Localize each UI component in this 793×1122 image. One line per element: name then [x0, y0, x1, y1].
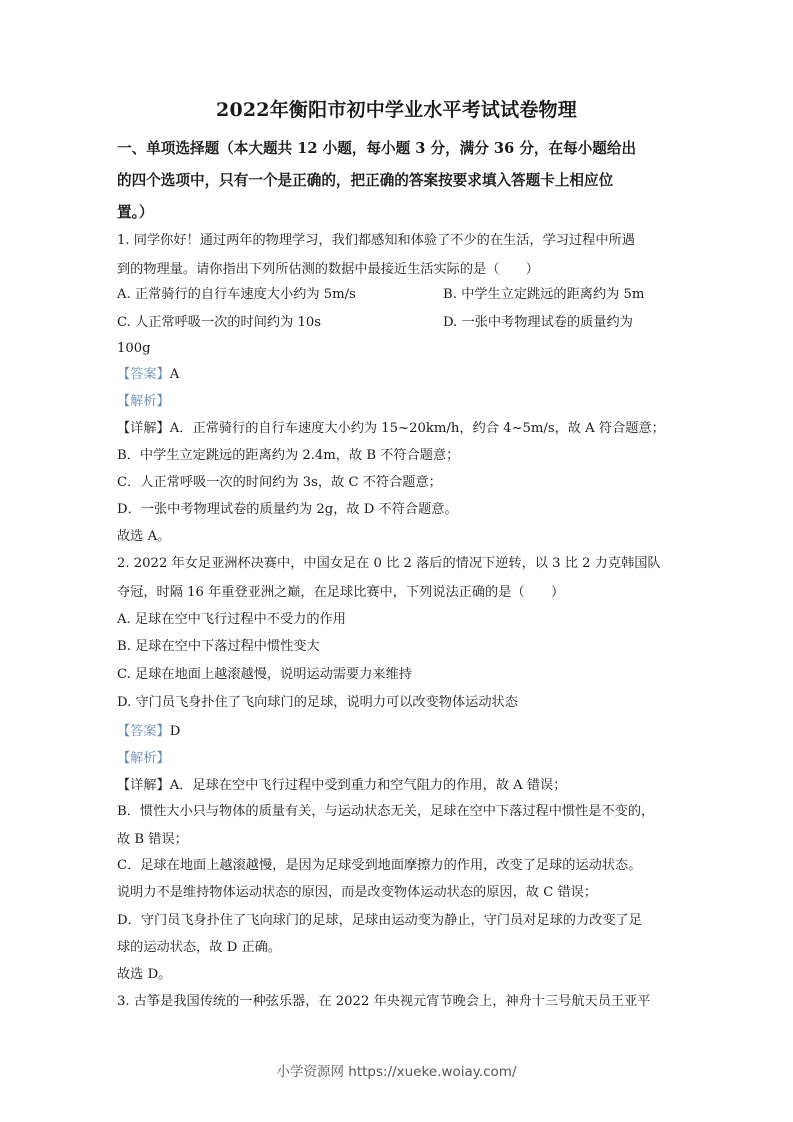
detail-line: 说明力不是维持物体运动状态的原因，而是改变物体运动状态的原因，故 C 错误；: [117, 885, 598, 900]
detail-line: [117, 420, 665, 438]
detail-line: D．守门员飞身扑住了飞向球门的足球，足球由运动变为静止，守门员对足球的力改变了足: [117, 913, 642, 928]
detail-line: 故 B 错误；: [117, 832, 188, 847]
option-c: C. 足球在地面上越滚越慢，说明运动需要力来维持: [117, 667, 412, 682]
option-b: B. 中学生立定跳远的距离约为 5m: [443, 287, 645, 302]
conclusion: 故选 A。: [117, 529, 171, 544]
option-b: B. 足球在空中下落过程中惯性变大: [117, 639, 320, 654]
question-stem-line: 2. 2022 年女足亚洲杯决赛中，中国女足在 0 比 2 落后的情况下逆转，以 3 比 2 力克韩国队: [117, 556, 661, 571]
detail-tag: 【详解】: [117, 421, 170, 436]
question-stem-line: 1. 同学你好！通过两年的物理学习，我们都感知和体验了不少的在生活，学习过程中所遇: [117, 233, 635, 248]
question-stem-line: 夺冠，时隔 16 年重登亚洲之巅，在足球比赛中，下列说法正确的是（ ）: [117, 585, 565, 600]
detail-line: D．一张中考物理试卷的质量约为 2g，故 D 不符合题意。: [117, 502, 458, 517]
detail-text: A．正常骑行的自行车速度大小约为 15~20km/h，约合 4~5m/s，故 A 符合题意；: [169, 421, 665, 436]
section-heading-line-1: 一、单项选择题（本大题共 12 小题，每小题 3 分，满分 36 分，在每小题给出: [117, 140, 637, 157]
option-d: D. 一张中考物理试卷的质量约为: [443, 315, 633, 330]
detail-line: B．惯性大小只与物体的质量有关，与运动状态无关，足球在空中下落过程中惯性是不变的，: [117, 804, 655, 819]
detail-line: 球的运动状态，故 D 正确。: [117, 940, 282, 955]
question-stem-line: 到的物理量。请你指出下列所估测的数据中最接近生活实际的是（ ）: [117, 262, 539, 277]
answer-tag: 【答案】: [117, 724, 170, 739]
analysis-tag: 【解析】: [117, 394, 170, 409]
page-title: 2022年衡阳市初中学业水平考试试卷物理: [216, 99, 577, 121]
section-heading-line-3: 置。）: [117, 204, 154, 221]
answer-tag: 【答案】: [117, 367, 170, 382]
detail-line: C．人正常呼吸一次的时间约为 3s，故 C 不符合题意；: [117, 475, 442, 490]
option-a: A. 足球在空中飞行过程中不受力的作用: [117, 612, 346, 627]
detail-line: C．足球在地面上越滚越慢，是因为足球受到地面摩擦力的作用，改变了足球的运动状态。: [117, 858, 642, 873]
question-stem-line: 3. 古筝是我国传统的一种弦乐器，在 2022 年央视元宵节晚会上，神舟十三号航天员王亚平: [117, 994, 651, 1009]
option-d-continued: 100g: [117, 341, 151, 356]
detail-text: A．足球在空中飞行过程中受到重力和空气阻力的作用，故 A 错误；: [169, 778, 567, 793]
option-d: D. 守门员飞身扑住了飞向球门的足球，说明力可以改变物体运动状态: [117, 695, 518, 710]
section-heading-line-2: 的四个选项中，只有一个是正确的，把正确的答案按要求填入答题卡上相应位: [117, 172, 614, 189]
watermark-footer: 小学资源网 https://xueke.woiay.com/: [276, 1064, 517, 1080]
detail-line: B．中学生立定跳远的距离约为 2.4m，故 B 不符合题意；: [117, 448, 460, 463]
answer-value: D: [169, 724, 181, 739]
conclusion: 故选 D。: [117, 967, 172, 982]
analysis-line: [117, 393, 170, 411]
option-a: A. 正常骑行的自行车速度大小约为 5m/s: [117, 287, 356, 302]
answer-value: A: [169, 367, 180, 382]
detail-tag: 【详解】: [117, 778, 170, 793]
detail-line: [117, 777, 566, 795]
analysis-tag: 【解析】: [117, 751, 170, 766]
answer-line: [117, 366, 179, 384]
answer-line: [117, 723, 180, 741]
option-c: C. 人正常呼吸一次的时间约为 10s: [117, 315, 321, 330]
analysis-line: [117, 750, 170, 768]
